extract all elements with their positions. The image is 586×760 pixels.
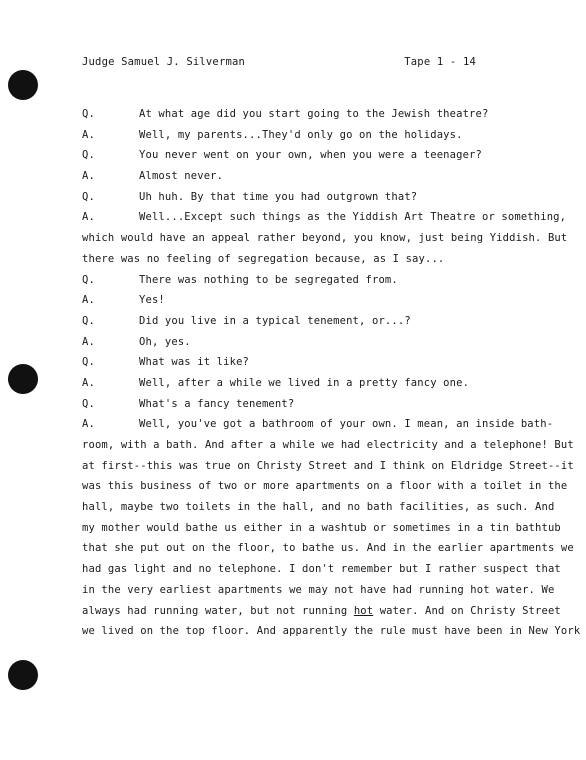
punch-hole-top <box>8 70 38 100</box>
transcript-line <box>82 601 561 622</box>
transcript-line <box>82 270 522 291</box>
line-text: Well, you've got a bathroom of your own. I mean, an inside bath- <box>139 418 554 431</box>
transcript-line <box>82 476 568 497</box>
transcript-line <box>82 580 555 601</box>
transcript-line <box>82 249 522 270</box>
transcript-line <box>82 187 522 208</box>
line-text: had gas light and no telephone. I don't remember but I rather suspect that <box>82 563 561 576</box>
tape-page-number: Tape 1 - 14 <box>404 56 476 68</box>
transcript-line <box>82 518 561 539</box>
line-text: Almost never. <box>139 170 224 183</box>
transcript-line <box>82 394 522 415</box>
underlined-word: hot <box>353 604 374 617</box>
transcript-line <box>82 435 574 456</box>
transcript-line <box>82 145 522 166</box>
line-text: there was no feeling of segregation because, as I say... <box>82 252 445 265</box>
speaker-label: Q. <box>82 149 95 162</box>
transcript-body <box>82 104 581 642</box>
line-text: was this business of two or more apartments on a floor with a toilet in the <box>82 480 568 493</box>
line-text: hall, maybe two toilets in the hall, and no bath facilities, as such. And <box>82 501 555 514</box>
line-text: What was it like? <box>139 356 250 369</box>
punch-hole-bottom <box>8 660 38 690</box>
line-text: always had running water, but not running hot water. And on Christy Street <box>82 604 561 617</box>
transcript-line <box>82 414 554 435</box>
transcript-line <box>82 228 568 249</box>
speaker-label: Q. <box>82 314 95 327</box>
line-text: Oh, yes. <box>139 335 191 348</box>
transcript-line <box>82 311 522 332</box>
line-text: room, with a bath. And after a while we had electricity and a telephone! But <box>82 439 574 451</box>
speaker-label: A. <box>82 170 95 183</box>
speaker-label: Q. <box>82 356 95 369</box>
speaker-label: Q. <box>82 190 95 203</box>
speaker-label: A. <box>82 376 95 389</box>
speaker-label: A. <box>82 294 95 307</box>
line-text: my mother would bathe us either in a washtub or sometimes in a tin bathtub <box>82 521 561 534</box>
transcript-line <box>82 290 522 311</box>
line-text: Well, after a while we lived in a pretty fancy one. <box>139 376 470 389</box>
transcript-line <box>82 104 522 125</box>
transcript-line <box>82 207 567 228</box>
speaker-label: A. <box>82 335 95 348</box>
speaker-label: A. <box>82 418 95 431</box>
transcript-line <box>82 373 522 394</box>
speaker-label: Q. <box>82 397 95 410</box>
interviewee-name: Judge Samuel J. Silverman <box>82 56 246 68</box>
line-text: At what age did you start going to the Jewish theatre? <box>139 108 489 120</box>
transcript-line <box>82 497 555 518</box>
line-text: Well, my parents...They'd only go on the holidays. <box>139 128 463 141</box>
line-text: Well...Except such things as the Yiddish Art Theatre or something, <box>139 211 567 224</box>
transcript-line <box>82 559 561 580</box>
line-text: at first--this was true on Christy Street and I think on Eldridge Street--it <box>82 459 574 472</box>
line-text: that she put out on the floor, to bathe us. And in the earlier apartments we <box>82 542 574 555</box>
transcript-line <box>82 621 581 642</box>
transcript-line <box>82 352 522 373</box>
speaker-label: Q. <box>82 108 95 120</box>
line-text: in the very earliest apartments we may not have had running hot water. We <box>82 583 555 596</box>
line-text: Did you live in a typical tenement, or...? <box>139 314 411 327</box>
transcript-line <box>82 332 522 353</box>
punch-hole-middle <box>8 364 38 394</box>
transcript-line <box>82 538 574 559</box>
speaker-label: Q. <box>82 273 95 286</box>
line-text: Yes! <box>139 294 165 307</box>
line-text: we lived on the top floor. And apparently the rule must have been in New York <box>82 625 581 638</box>
line-text: You never went on your own, when you were a teenager? <box>139 149 482 162</box>
transcript-line <box>82 125 522 146</box>
transcript-line <box>82 456 574 477</box>
line-text: which would have an appeal rather beyond, you know, just being Yiddish. But <box>82 232 568 245</box>
line-text: Uh huh. By that time you had outgrown that? <box>139 190 418 203</box>
line-text: What's a fancy tenement? <box>139 397 295 410</box>
speaker-label: A. <box>82 211 95 224</box>
speaker-label: A. <box>82 128 95 141</box>
transcript-line <box>82 166 522 187</box>
line-text: There was nothing to be segregated from. <box>139 273 398 286</box>
